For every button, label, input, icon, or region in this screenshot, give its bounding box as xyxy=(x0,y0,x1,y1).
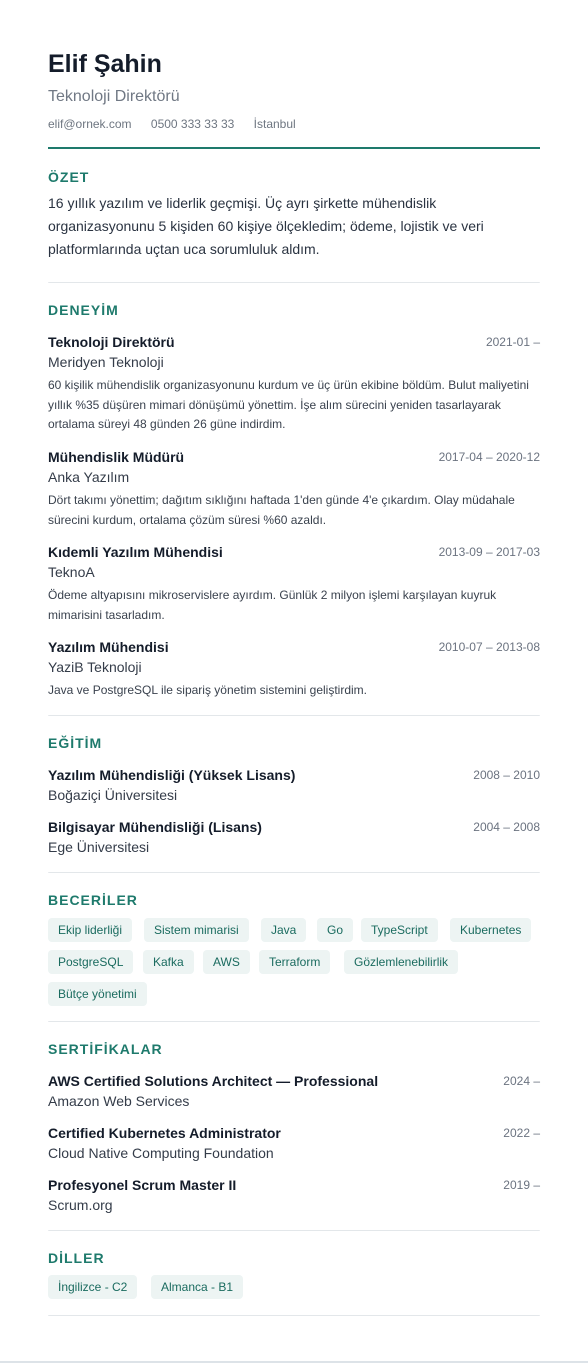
certification-issuer: Cloud Native Computing Foundation xyxy=(48,1145,274,1161)
certification-date: 2019 – xyxy=(503,1178,540,1192)
job-title: Teknoloji Direktörü xyxy=(48,334,175,350)
degree-title: Bilgisayar Mühendisliği (Lisans) xyxy=(48,819,262,835)
language-chip: Almanca - B1 xyxy=(151,1275,243,1299)
experience-section xyxy=(48,301,540,716)
skill-chip: AWS xyxy=(203,950,250,974)
job-description: Ödeme altyapısını mikroservislere ayırdım. Günlük 2 milyon işlemi karşılayan kuyruk mimarisini tasarladım. xyxy=(48,588,497,622)
section-divider xyxy=(48,715,540,716)
languages-section xyxy=(48,1249,540,1316)
certification-issuer: Scrum.org xyxy=(48,1197,113,1213)
summary-heading: ÖZET xyxy=(48,169,90,185)
skill-chip: Go xyxy=(317,918,353,942)
section-divider xyxy=(48,1021,540,1022)
certification-title: Certified Kubernetes Administrator xyxy=(48,1125,281,1141)
degree-school: Ege Üniversitesi xyxy=(48,839,150,855)
skills-section xyxy=(48,891,540,1022)
degree-school: Boğaziçi Üniversitesi xyxy=(48,787,178,803)
certification-issuer: Amazon Web Services xyxy=(48,1093,190,1109)
job-company: YaziB Teknoloji xyxy=(48,659,142,675)
job-title: Mühendislik Müdürü xyxy=(48,449,185,465)
candidate-title: Teknoloji Direktörü xyxy=(48,88,180,105)
education-section xyxy=(48,734,540,873)
contact-email[interactable]: elif@ornek.com xyxy=(48,117,132,131)
section-divider xyxy=(48,1230,540,1231)
certification-title: Profesyonel Scrum Master II xyxy=(48,1177,237,1193)
candidate-name: Elif Şahin xyxy=(48,50,162,78)
degree-title: Yazılım Mühendisliği (Yüksek Lisans) xyxy=(48,767,296,783)
job-date: 2013-09 – 2017-03 xyxy=(438,545,540,559)
job-date: 2021-01 – xyxy=(485,335,540,349)
skill-chip: Kafka xyxy=(143,950,194,974)
job-date: 2017-04 – 2020-12 xyxy=(438,450,540,464)
language-chip: İngilizce - C2 xyxy=(48,1275,137,1299)
skill-chip: Gözlemlenebilirlik xyxy=(344,950,458,974)
degree-date: 2004 – 2008 xyxy=(473,820,540,834)
section-divider xyxy=(48,282,540,283)
section-divider xyxy=(48,1315,540,1316)
job-company: Anka Yazılım xyxy=(48,469,130,485)
contact-location: İstanbul xyxy=(253,117,296,131)
skill-chip: Sistem mimarisi xyxy=(144,918,249,942)
skill-chip: PostgreSQL xyxy=(48,950,133,974)
job-description: 60 kişilik mühendislik organizasyonunu kurdum ve üç ürün ekibine böldüm. Bulut maliyetini yıllık %35 düşüren mimari dönüşümü yönettim. İşe alım sürecini yeniden tasarlayarak ortalama süreyi 48 günden 26 güne indirdim. xyxy=(48,378,529,431)
header-divider xyxy=(48,147,540,149)
skills-heading: BECERİLER xyxy=(48,892,138,908)
job-description: Java ve PostgreSQL ile sipariş yönetim sistemini geliştirdim. xyxy=(48,683,368,697)
job-description: Dört takımı yönettim; dağıtım sıklığını haftada 1'den günde 4'e çıkardım. Olay müdahale sürecini kurdum, ortalama çözüm süresi %60 azaldı. xyxy=(48,493,515,527)
certifications-heading: SERTİFİKALAR xyxy=(48,1041,163,1057)
certification-date: 2022 – xyxy=(503,1126,540,1140)
certification-date: 2024 – xyxy=(503,1074,540,1088)
summary-section xyxy=(48,168,540,283)
skill-chip: Kubernetes xyxy=(450,918,531,942)
degree-date: 2008 – 2010 xyxy=(473,768,540,782)
contact-phone[interactable]: 0500 333 33 33 xyxy=(150,117,235,131)
job-title: Kıdemli Yazılım Mühendisi xyxy=(48,544,223,560)
skill-chip: Bütçe yönetimi xyxy=(48,982,147,1006)
education-heading: EĞİTİM xyxy=(48,735,103,751)
skill-chip: TypeScript xyxy=(361,918,438,942)
contact-line xyxy=(48,116,312,132)
languages-heading: DİLLER xyxy=(48,1250,105,1266)
section-divider xyxy=(48,872,540,873)
summary-text: 16 yıllık yazılım ve liderlik geçmişi. Üç ayrı şirkette mühendislik organizasyonunu 5 kişiden 60 kişiye ölçekledim; ödeme, lojistik ve veri platformlarında uçtan uca sorumluluk aldım. xyxy=(48,195,484,257)
skill-chip: Terraform xyxy=(259,950,330,974)
job-title: Yazılım Mühendisi xyxy=(48,639,169,655)
skill-chip: Ekip liderliği xyxy=(48,918,132,942)
job-company: Meridyen Teknoloji xyxy=(48,354,164,370)
certifications-section xyxy=(48,1040,540,1231)
skill-chip: Java xyxy=(261,918,306,942)
job-date: 2010-07 – 2013-08 xyxy=(438,640,540,654)
experience-heading: DENEYİM xyxy=(48,302,119,318)
job-company: TeknoA xyxy=(48,564,95,580)
certification-title: AWS Certified Solutions Architect — Professional xyxy=(48,1073,379,1089)
